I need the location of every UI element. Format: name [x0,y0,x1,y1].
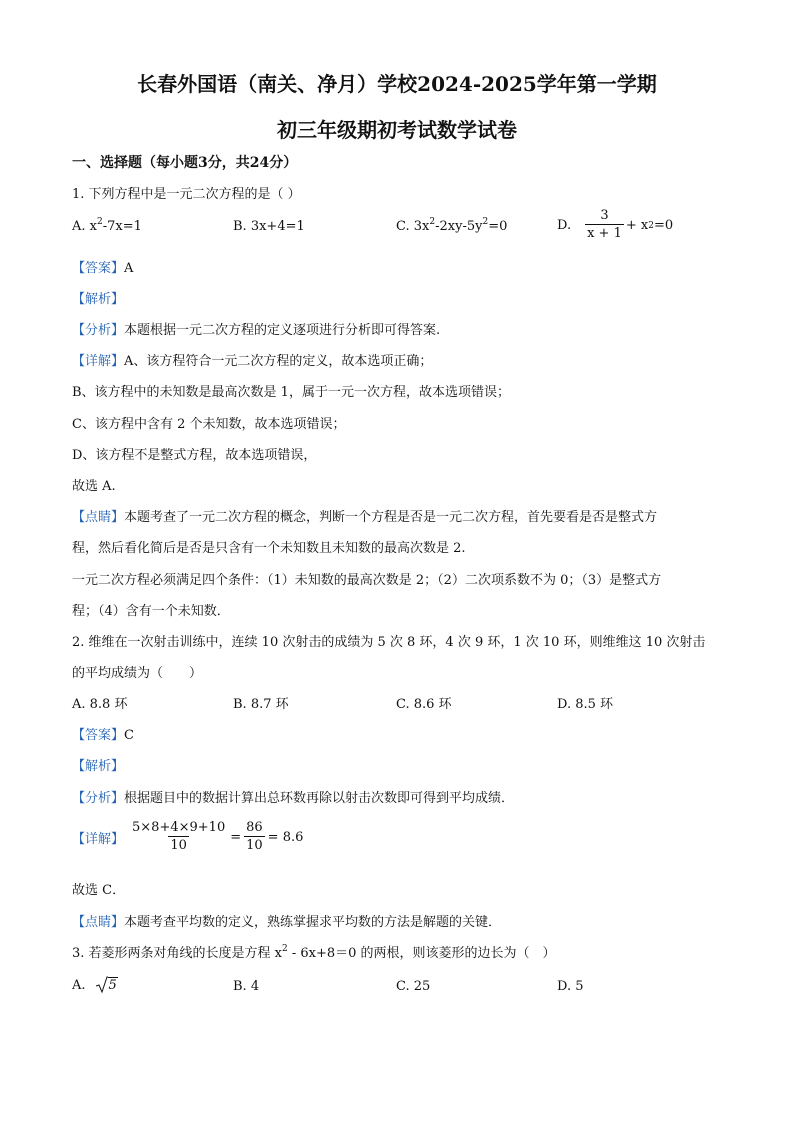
q2-option-b: B. 8.7 环 [233,697,289,712]
q1-stem: 1. 下列方程中是一元二次方程的是（ ） [72,187,301,202]
q2-fraction-2: $\frac{86}{10}$ [246,820,263,853]
q1-option-a: A. $x^2-7x=1$ [72,217,142,234]
q1-option-d-fraction: $\frac{3}{x + 1}$ [587,208,622,241]
q1-conditions-2: 程；（4）含有一个未知数． [72,604,230,619]
q2-choose: 故选 C． [72,883,126,898]
q1-option-c: C. $3x^2-2xy-5y^2=0$ [396,217,508,234]
q1-option-b: B. 3x+4=1 [233,219,305,234]
q2-stem-2: 的平均成绩为（ ） [72,666,203,681]
q3-stem: 3. 若菱形两条对角线的长度是方程 $x^2 - 6x+8=0$ 的两根，则该菱形的边长为（ ） [72,944,556,961]
q3-option-a: A. 5 [72,977,117,993]
section-title: 一、选择题（每小题3分，共24分） [72,155,298,171]
q1-dianjing: 【点睛】本题考查了一元二次方程的概念，判断一个方程是否是一元二次方程，首先要看是否是整式方 [72,510,658,525]
q1-line-d: D、该方程不是整式方程，故本选项错误， [72,448,317,463]
q2-fraction-1: $\frac{5\times 8+4\times 9+10}{10}$ [132,820,226,853]
q2-analysis-label: 【解析】 [72,759,125,774]
q1-conditions-1: 一元二次方程必须满足四个条件：（1）未知数的最高次数是 2；（2）二次项系数不为 0；（3）是整式方 [72,573,662,588]
q3-option-b: B. 4 [233,979,260,994]
q1-xiangjie: 【详解】A、该方程符合一元二次方程的定义，故本选项正确； [72,354,433,369]
q2-option-d: D. 8.5 环 [557,697,614,712]
q1-line-b: B、该方程中的未知数是最高次数是 1，属于一元一次方程，故本选项错误； [72,385,510,400]
q1-line-c: C、该方程中含有 2 个未知数，故本选项错误； [72,417,346,432]
q2-option-a: A. 8.8 环 [72,697,128,712]
q1-analysis-label: 【解析】 [72,292,125,307]
title-line-2: 初三年级期初考试数学试卷 [277,118,517,142]
q1-fenxi: 【分析】本题根据一元二次方程的定义逐项进行分析即可得答案. [72,323,441,338]
q2-answer: 【答案】C [72,728,134,743]
q3-option-c: C. 25 [396,979,431,994]
sqrt-icon [96,976,108,994]
q2-dianjing: 【点睛】本题考查平均数的定义，熟练掌握求平均数的方法是解题的关键． [72,915,502,930]
q1-dianjing-2: 程，然后看化简后是否是只含有一个未知数且未知数的最高次数是 2. [72,541,466,556]
q2-xiangjie: 【详解】 $\frac{5\times 8+4\times 9+10}{10}$ = $\frac{86}{10}$ = 8.6 [72,820,304,853]
q1-option-d: D. $\frac{3}{x + 1}$ + x 2 =0 [557,208,674,241]
title-line-1: 长春外国语（南关、净月）学校2024-2025学年第一学期 [137,72,657,96]
q3-option-d: D. 5 [557,979,584,994]
q1-choose: 故选 A. [72,479,116,494]
q2-stem-1: 2. 维维在一次射击训练中，连续 10 次射击的成绩为 5 次 8 环，4 次 9 环，1 次 10 环，则维维这 10 次射击 [72,635,706,650]
q2-option-c: C. 8.6 环 [396,697,452,712]
q2-fenxi: 【分析】根据题目中的数据计算出总环数再除以射击次数即可得到平均成绩． [72,791,515,806]
q1-answer: 【答案】A [72,261,134,276]
